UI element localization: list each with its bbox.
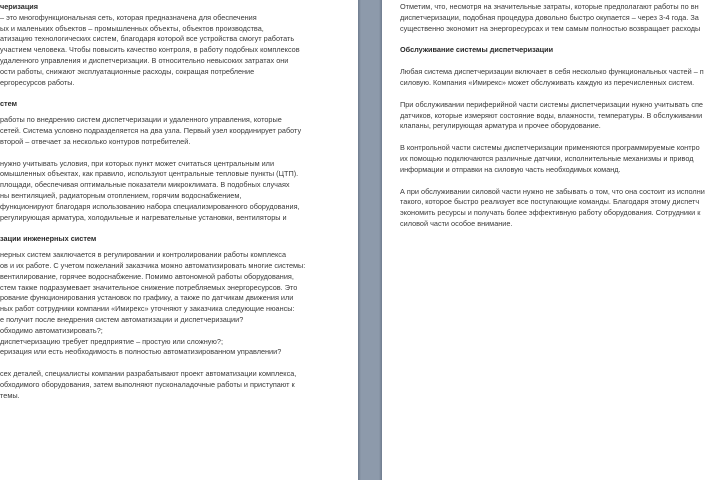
text-line: работы по внедрению систем диспетчеризации и удаленного управления, которые <box>0 115 282 125</box>
section-heading: Обслуживание системы диспетчеризации <box>400 45 554 55</box>
section-heading: зации инженерных систем <box>0 234 97 244</box>
text-line: е получит после внедрения систем автоматизации и диспетчеризации? <box>0 314 244 324</box>
text-line: нерных систем заключается в регулировании и контролировании работы комплекса <box>0 250 287 260</box>
text-line: стем также подразумевает значительное снижение потребляемых энергоресурсов. Это <box>0 282 298 292</box>
text-line: рование функционирования установок по графику, а также по датчикам движения или <box>0 293 294 303</box>
paragraph-spacer <box>0 358 352 369</box>
document-page-right <box>382 0 720 480</box>
text-line: ости работы, снижают эксплуатационные расходы, сокращая потребление <box>0 66 255 76</box>
paragraph-spacer <box>0 88 352 99</box>
text-line: функционируют благодаря использованию набора специализированного оборудования, <box>0 201 300 211</box>
text-line: ов и их работе. С учетом пожеланий заказчика можно автоматизировать многие системы: <box>0 260 306 270</box>
text-line: вентилирование, горячее водоснабжение. Помимо автономной работы оборудования, <box>0 271 294 281</box>
text-line: еризация или есть необходимость в полностью автоматизированном управлении? <box>0 347 282 357</box>
text-line: экономить ресурсы и получать более эффективную работу оборудования. Сотрудники к <box>400 208 701 218</box>
paragraph-spacer <box>400 34 720 45</box>
text-line: их помощью подключаются различные датчики, исполнительные механизмы и привод <box>400 153 694 163</box>
text-line: омышленных объектах, как правило, используют центральные тепловые пункты (ЦТП). <box>0 169 299 179</box>
paragraph-spacer <box>400 132 720 143</box>
text-line: ых и маленьких объектов – промышленных объекты, объектов производства, <box>0 23 264 33</box>
page-right-text <box>400 2 720 230</box>
text-line: датчиков, которые измеряют состояние воды, влажности, температуры. В обслуживании <box>400 110 703 120</box>
text-line: атизацию технологических систем, благодаря которой все устройства смогут работать <box>0 34 295 44</box>
text-line: ны вентиляцией, радиаторным отоплением, горячим водоснабжением, <box>0 190 242 200</box>
text-line: силовой части особое внимание. <box>400 218 513 228</box>
page-left-text <box>0 2 352 402</box>
text-line: силовую. Компания «Имирекс» может обслуживать каждую из перечисленных систем. <box>400 77 695 87</box>
text-line: регулирующая арматура, холодильные и нагревательные установки, вентиляторы и <box>0 212 287 222</box>
text-line: обходимо автоматизировать?; <box>0 325 103 335</box>
text-line: клапаны, регулирующая арматура и прочее оборудование. <box>400 121 601 131</box>
text-line: В контрольной части системы диспетчеризации применяются программируемые контро <box>400 143 700 153</box>
paragraph-spacer <box>400 56 720 67</box>
document-page-left <box>0 0 358 480</box>
page-gap <box>358 0 382 480</box>
text-line: сетей. Система условно подразделяется на два узла. Первый узел координирует работу <box>0 125 302 135</box>
text-line: – это многофункциональная сеть, которая предназначена для обеспечения <box>0 12 257 22</box>
text-line: площади, обеспечивая оптимальные показатели микроклимата. В подобных случаях <box>0 180 290 190</box>
paragraph-spacer <box>400 89 720 100</box>
text-line: сех деталей, специалисты компании разрабатывают проект автоматизации комплекса, <box>0 369 297 379</box>
text-line: темы. <box>0 390 20 400</box>
text-line: такого, которое быстро реализует все поступающие команды. Благодаря этому диспетч <box>400 197 700 207</box>
paragraph-spacer <box>0 223 352 234</box>
text-line: Любая система диспетчеризации включает в себя несколько функциональных частей – п <box>400 67 704 77</box>
text-line: участием человека. Чтобы повысить качество контроля, в работу подобных комплексов <box>0 45 300 55</box>
text-line: обходимого оборудования, затем выполняют пусконаладочные работы и приступают к <box>0 379 295 389</box>
paragraph-spacer <box>0 148 352 159</box>
paragraph-spacer <box>400 176 720 187</box>
text-line: удаленного управления и диспетчеризации. В относительно невысоких затратах они <box>0 55 289 65</box>
section-heading: стем <box>0 99 17 109</box>
text-line: диспетчеризацию требует предприятие – простую или сложную?; <box>0 336 223 346</box>
text-line: ных работ сотрудники компании «Имирекс» уточняют у заказчика следующие нюансы: <box>0 304 295 314</box>
text-line: диспетчеризации, подобная процедура довольно быстро окупается – через 3-4 года. За <box>400 12 699 22</box>
text-line: существенно экономит на энергоресурсах и тем самым полностью возвращает расходы <box>400 23 701 33</box>
section-heading: черизация <box>0 2 39 11</box>
text-line: информации и отправки на силовую часть необходимых команд. <box>400 164 621 174</box>
text-line: второй – отвечает за несколько контуров потребителей. <box>0 136 191 146</box>
text-line: Отметим, что, несмотря на значительные затраты, которые предполагают работы по вн <box>400 2 699 11</box>
text-line: При обслуживании периферийной части системы диспетчеризации нужно учитывать спе <box>400 99 703 109</box>
text-line: нужно учитывать условия, при которых пункт может считаться центральным или <box>0 158 275 168</box>
text-line: ергоресурсов работы. <box>0 77 75 87</box>
text-line: А при обслуживании силовой части нужно не забывать о том, что она состоит из исполни <box>400 186 705 196</box>
